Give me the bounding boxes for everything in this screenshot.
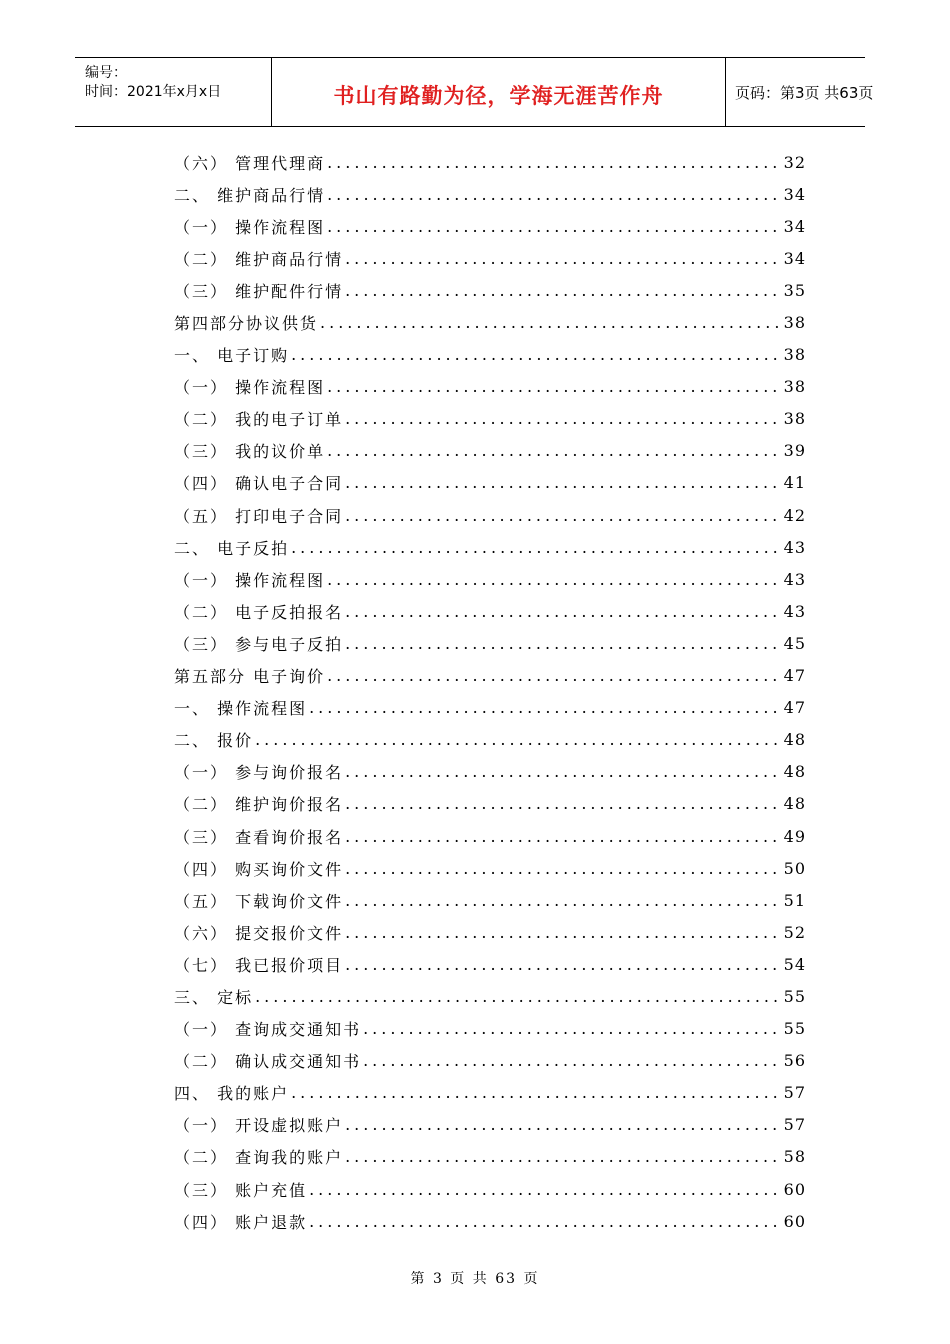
toc-entry-page: 42 xyxy=(783,505,806,525)
toc-entry-page: 57 xyxy=(783,1083,806,1103)
toc-dot-leader xyxy=(309,1212,782,1231)
toc-dot-leader xyxy=(345,794,782,813)
toc-entry[interactable] xyxy=(174,1141,806,1173)
toc-entry[interactable] xyxy=(174,403,806,435)
toc-entry[interactable] xyxy=(174,146,806,178)
toc-entry-title: （三） 维护配件行情 xyxy=(174,281,344,301)
toc-dot-leader xyxy=(345,249,782,268)
table-of-contents xyxy=(174,146,806,1237)
toc-entry-page: 43 xyxy=(783,537,806,557)
toc-dot-leader xyxy=(291,538,782,557)
toc-entry-title: （一） 开设虚拟账户 xyxy=(174,1116,344,1136)
toc-entry[interactable] xyxy=(174,852,806,884)
toc-entry-page: 43 xyxy=(783,601,806,621)
toc-entry-page: 60 xyxy=(783,1211,806,1231)
toc-entry-page: 58 xyxy=(783,1147,806,1167)
toc-entry[interactable] xyxy=(174,499,806,531)
toc-entry-title: （二） 维护商品行情 xyxy=(174,249,344,269)
toc-entry[interactable] xyxy=(174,371,806,403)
toc-dot-leader xyxy=(345,602,782,621)
toc-entry-page: 38 xyxy=(783,345,806,365)
toc-dot-leader xyxy=(345,473,782,492)
document-code-label: 编号： xyxy=(85,65,127,81)
toc-entry-title: 二、 报价 xyxy=(174,731,254,751)
toc-entry-title: 三、 定标 xyxy=(174,987,254,1007)
toc-dot-leader xyxy=(327,570,782,589)
toc-entry-page: 50 xyxy=(783,858,806,878)
toc-entry[interactable] xyxy=(174,467,806,499)
toc-entry[interactable] xyxy=(174,531,806,563)
toc-entry-page: 47 xyxy=(783,698,806,718)
toc-entry-title: （三） 查看询价报名 xyxy=(174,827,344,847)
toc-dot-leader xyxy=(345,827,782,846)
toc-entry-page: 55 xyxy=(783,1019,806,1039)
toc-entry[interactable] xyxy=(174,820,806,852)
toc-entry[interactable] xyxy=(174,274,806,306)
header-page-cell xyxy=(725,58,874,126)
toc-entry-title: 二、 维护商品行情 xyxy=(174,185,326,205)
toc-entry-page: 56 xyxy=(783,1051,806,1071)
toc-entry-title: 一、 电子订购 xyxy=(174,346,290,366)
toc-entry-title: （一） 查询成交通知书 xyxy=(174,1020,362,1040)
toc-entry-page: 48 xyxy=(783,762,806,782)
header-motto: 书山有路勤为径，学海无涯苦作舟 xyxy=(333,84,664,108)
toc-entry[interactable] xyxy=(174,692,806,724)
toc-dot-leader xyxy=(327,217,782,236)
toc-entry[interactable] xyxy=(174,884,806,916)
header-page-code: 页码：第3页 共63页 xyxy=(735,84,874,102)
toc-dot-leader xyxy=(363,1051,782,1070)
toc-entry-page: 34 xyxy=(783,216,806,236)
toc-entry[interactable] xyxy=(174,563,806,595)
toc-dot-leader xyxy=(309,1180,782,1199)
document-time-label: 时间：2021年x月x日 xyxy=(85,84,222,100)
toc-entry-page: 45 xyxy=(783,633,806,653)
toc-entry-title: （二） 维护询价报名 xyxy=(174,795,344,815)
toc-entry-page: 47 xyxy=(783,666,806,686)
toc-entry[interactable] xyxy=(174,1045,806,1077)
toc-dot-leader xyxy=(345,891,782,910)
toc-entry-title: （六） 管理代理商 xyxy=(174,153,326,173)
toc-entry[interactable] xyxy=(174,660,806,692)
toc-entry[interactable] xyxy=(174,1013,806,1045)
toc-dot-leader xyxy=(327,441,782,460)
toc-entry-page: 48 xyxy=(783,794,806,814)
toc-entry[interactable] xyxy=(174,306,806,338)
toc-dot-leader xyxy=(309,698,782,717)
toc-entry[interactable] xyxy=(174,595,806,627)
toc-entry[interactable] xyxy=(174,1173,806,1205)
toc-entry[interactable] xyxy=(174,242,806,274)
toc-entry-title: （二） 我的电子订单 xyxy=(174,410,344,430)
toc-entry[interactable] xyxy=(174,724,806,756)
toc-dot-leader xyxy=(255,730,782,749)
toc-entry-title: （三） 参与电子反拍 xyxy=(174,634,344,654)
toc-entry-page: 51 xyxy=(783,890,806,910)
toc-entry-page: 43 xyxy=(783,569,806,589)
header-motto-cell xyxy=(272,58,726,126)
toc-entry-page: 41 xyxy=(783,473,806,493)
toc-entry-title: （三） 账户充值 xyxy=(174,1180,308,1200)
toc-dot-leader xyxy=(327,153,782,172)
toc-entry[interactable] xyxy=(174,788,806,820)
toc-entry[interactable] xyxy=(174,1077,806,1109)
toc-entry[interactable] xyxy=(174,339,806,371)
toc-entry[interactable] xyxy=(174,916,806,948)
toc-entry-title: （一） 操作流程图 xyxy=(174,570,326,590)
toc-dot-leader xyxy=(291,345,782,364)
toc-entry-page: 32 xyxy=(783,152,806,172)
toc-entry-title: 第四部分协议供货 xyxy=(174,314,319,334)
toc-entry[interactable] xyxy=(174,435,806,467)
toc-entry-title: （一） 参与询价报名 xyxy=(174,763,344,783)
toc-dot-leader xyxy=(320,313,782,332)
toc-dot-leader xyxy=(345,762,782,781)
toc-dot-leader xyxy=(327,666,782,685)
toc-entry[interactable] xyxy=(174,1205,806,1237)
toc-entry-page: 49 xyxy=(783,826,806,846)
toc-dot-leader xyxy=(345,955,782,974)
toc-dot-leader xyxy=(345,1115,782,1134)
toc-entry-title: （一） 操作流程图 xyxy=(174,378,326,398)
toc-entry-title: （六） 提交报价文件 xyxy=(174,923,344,943)
toc-entry[interactable] xyxy=(174,756,806,788)
toc-entry-title: （七） 我已报价项目 xyxy=(174,955,344,975)
toc-entry-page: 34 xyxy=(783,184,806,204)
toc-dot-leader xyxy=(255,987,782,1006)
toc-entry-title: （四） 账户退款 xyxy=(174,1212,308,1232)
toc-entry-page: 38 xyxy=(783,313,806,333)
toc-dot-leader xyxy=(345,859,782,878)
toc-entry[interactable] xyxy=(174,980,806,1012)
toc-entry-page: 60 xyxy=(783,1179,806,1199)
toc-entry[interactable] xyxy=(174,178,806,210)
toc-entry-title: 第五部分 电子询价 xyxy=(174,667,326,687)
toc-entry[interactable] xyxy=(174,948,806,980)
page-footer-number: 第 3 页 共 63 页 xyxy=(410,1271,540,1287)
toc-entry-title: （五） 下载询价文件 xyxy=(174,891,344,911)
toc-entry[interactable] xyxy=(174,1109,806,1141)
toc-entry-title: （一） 操作流程图 xyxy=(174,217,326,237)
toc-entry-page: 38 xyxy=(783,409,806,429)
toc-entry-title: 二、 电子反拍 xyxy=(174,538,290,558)
toc-dot-leader xyxy=(345,506,782,525)
toc-entry-page: 57 xyxy=(783,1115,806,1135)
toc-dot-leader xyxy=(363,1019,782,1038)
toc-dot-leader xyxy=(345,1147,782,1166)
toc-entry-title: 四、 我的账户 xyxy=(174,1084,290,1104)
toc-entry-page: 38 xyxy=(783,377,806,397)
toc-dot-leader xyxy=(345,634,782,653)
toc-dot-leader xyxy=(345,409,782,428)
toc-dot-leader xyxy=(327,185,782,204)
toc-entry-page: 52 xyxy=(783,922,806,942)
toc-dot-leader xyxy=(345,923,782,942)
toc-dot-leader xyxy=(345,281,782,300)
header-info-cell xyxy=(75,58,272,126)
toc-entry-title: 一、 操作流程图 xyxy=(174,699,308,719)
toc-entry-title: （二） 电子反拍报名 xyxy=(174,602,344,622)
toc-entry-title: （四） 确认电子合同 xyxy=(174,474,344,494)
toc-entry-title: （五） 打印电子合同 xyxy=(174,506,344,526)
toc-entry-title: （二） 查询我的账户 xyxy=(174,1148,344,1168)
toc-entry-page: 48 xyxy=(783,730,806,750)
toc-entry-page: 39 xyxy=(783,441,806,461)
toc-entry-title: （三） 我的议价单 xyxy=(174,442,326,462)
page-header xyxy=(75,57,874,127)
toc-entry-page: 34 xyxy=(783,248,806,268)
toc-entry-page: 54 xyxy=(783,954,806,974)
toc-entry-page: 35 xyxy=(783,280,806,300)
toc-entry[interactable] xyxy=(174,210,806,242)
toc-dot-leader xyxy=(291,1083,782,1102)
toc-entry-title: （二） 确认成交通知书 xyxy=(174,1052,362,1072)
toc-dot-leader xyxy=(327,377,782,396)
toc-entry[interactable] xyxy=(174,627,806,659)
toc-entry-page: 55 xyxy=(783,986,806,1006)
toc-entry-title: （四） 购买询价文件 xyxy=(174,859,344,879)
